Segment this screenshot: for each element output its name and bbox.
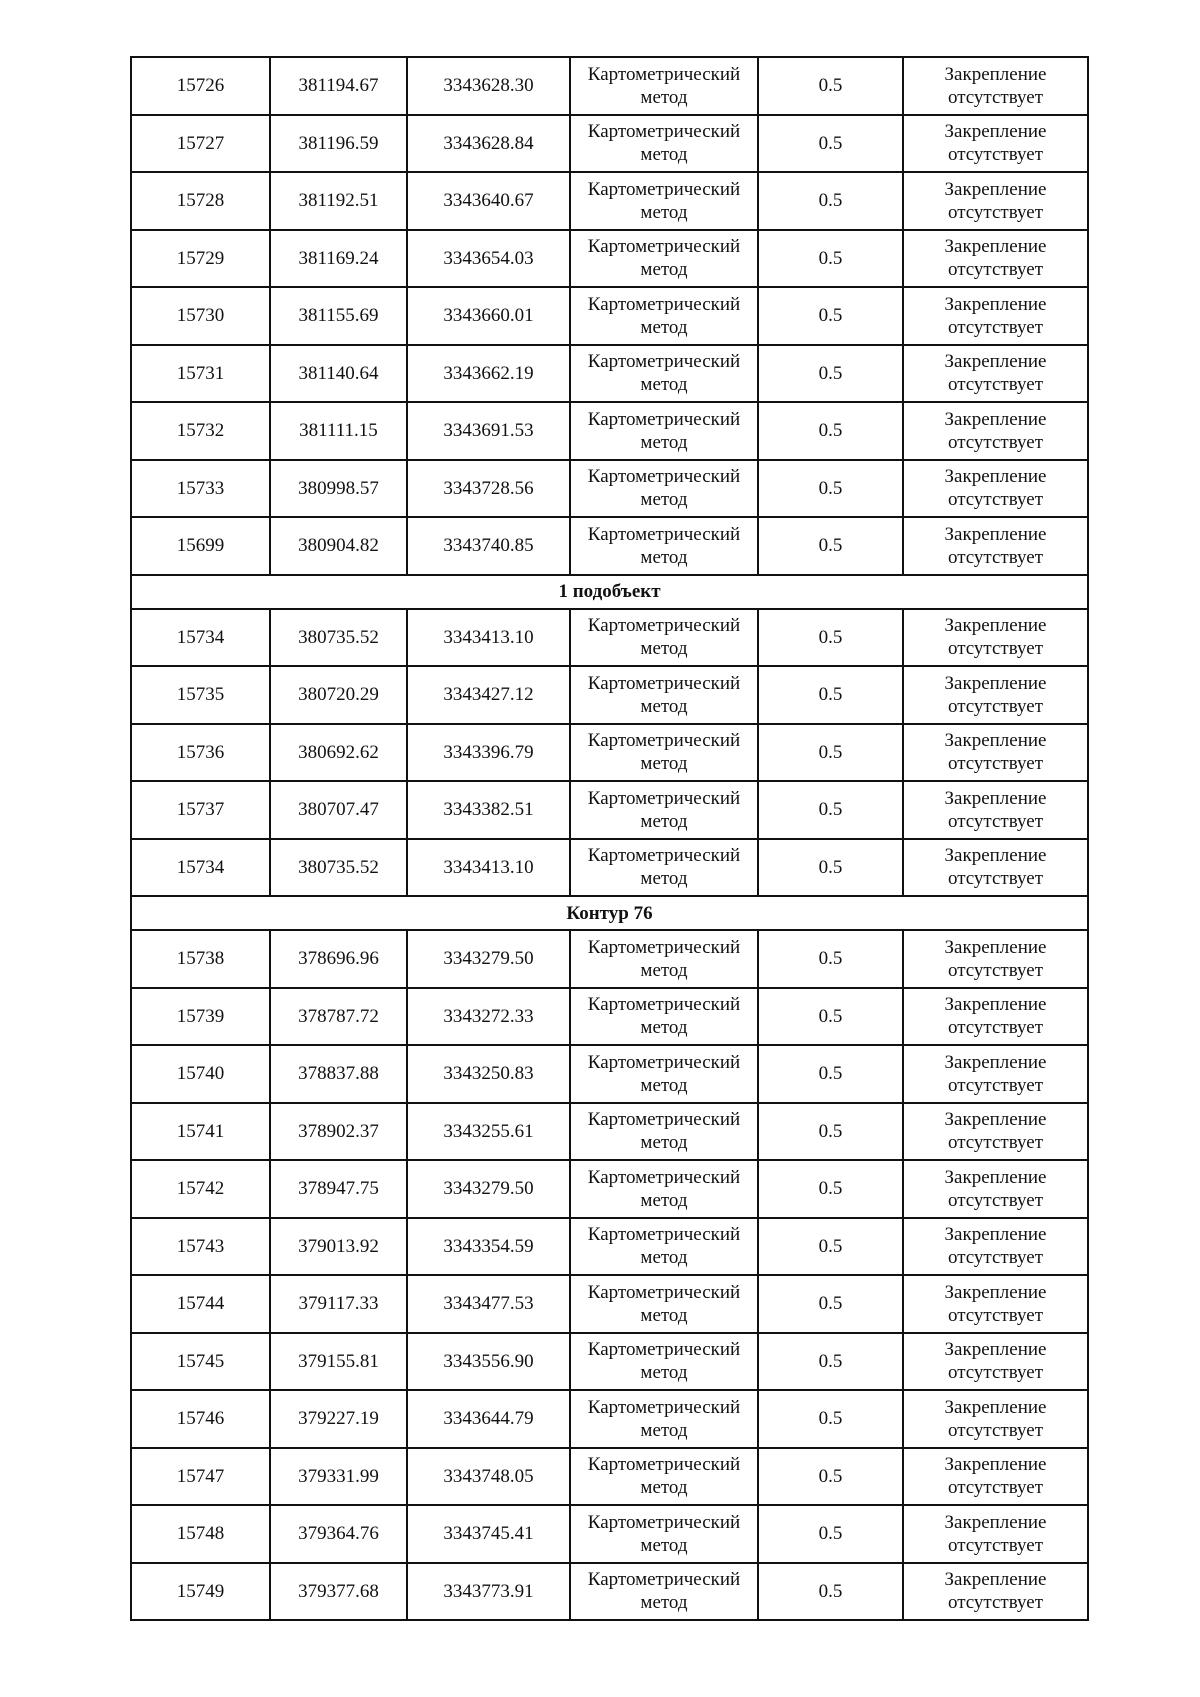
method-line1: Картометрический [587,1511,741,1533]
fixation-cell [903,287,1088,345]
x-coordinate-cell: 380720.29 [270,666,407,724]
method-line2: метод [640,489,688,511]
method-cell [570,839,758,897]
y-coordinate-cell: 3343660.01 [407,287,570,345]
fixation-line2: отсутствует [947,695,1044,717]
method-line1: Картометрический [587,523,741,545]
fixation-line2: отсутствует [947,810,1044,832]
accuracy-cell: 0.5 [758,115,903,173]
method-cell [570,57,758,115]
fixation-cell [903,1505,1088,1563]
section-title: Контур 76 [131,896,1088,930]
x-coordinate-cell: 381155.69 [270,287,407,345]
fixation-line2: отсутствует [947,316,1044,338]
fixation-cell [903,345,1088,403]
method-line2: метод [640,201,688,223]
x-coordinate-cell: 381169.24 [270,230,407,288]
method-line2: метод [640,546,688,568]
table-row [131,1390,1088,1448]
method-line2: метод [640,1362,688,1384]
method-line1: Картометрический [587,994,741,1016]
fixation-line2: отсутствует [947,1304,1044,1326]
fixation-line1: Закрепление [944,293,1047,315]
fixation-cell [903,1103,1088,1161]
point-number-cell: 15738 [131,930,270,988]
fixation-line1: Закрепление [944,408,1047,430]
x-coordinate-cell: 380735.52 [270,839,407,897]
table-row [131,1103,1088,1161]
x-coordinate-cell: 381111.15 [270,402,407,460]
method-line2: метод [640,753,688,775]
method-cell [570,1160,758,1218]
fixation-line1: Закрепление [944,1511,1047,1533]
fixation-cell [903,1045,1088,1103]
method-line1: Картометрический [587,1224,741,1246]
method-cell [570,1045,758,1103]
x-coordinate-cell: 379331.99 [270,1448,407,1506]
coordinates-table-body [131,57,1088,1620]
method-line2: метод [640,868,688,890]
x-coordinate-cell: 378787.72 [270,988,407,1046]
method-line2: метод [640,695,688,717]
x-coordinate-cell: 381140.64 [270,345,407,403]
fixation-line2: отсутствует [947,1189,1044,1211]
y-coordinate-cell: 3343477.53 [407,1275,570,1333]
y-coordinate-cell: 3343382.51 [407,781,570,839]
fixation-line2: отсутствует [947,868,1044,890]
fixation-line2: отсутствует [947,431,1044,453]
table-row [131,172,1088,230]
method-line2: метод [640,1074,688,1096]
y-coordinate-cell: 3343413.10 [407,609,570,667]
fixation-line2: отсутствует [947,1017,1044,1039]
table-row [131,287,1088,345]
accuracy-cell: 0.5 [758,172,903,230]
fixation-line2: отсутствует [947,546,1044,568]
y-coordinate-cell: 3343413.10 [407,839,570,897]
method-cell [570,1218,758,1276]
accuracy-cell: 0.5 [758,345,903,403]
fixation-cell [903,1218,1088,1276]
fixation-line2: отсутствует [947,1477,1044,1499]
method-cell [570,781,758,839]
method-line1: Картометрический [587,787,741,809]
fixation-line2: отсутствует [947,1247,1044,1269]
accuracy-cell: 0.5 [758,1103,903,1161]
point-number-cell: 15747 [131,1448,270,1506]
fixation-line2: отсутствует [947,638,1044,660]
point-number-cell: 15730 [131,287,270,345]
method-line2: метод [640,638,688,660]
table-row [131,517,1088,575]
fixation-cell [903,781,1088,839]
method-line2: метод [640,86,688,108]
y-coordinate-cell: 3343255.61 [407,1103,570,1161]
point-number-cell: 15744 [131,1275,270,1333]
x-coordinate-cell: 379013.92 [270,1218,407,1276]
method-cell [570,230,758,288]
y-coordinate-cell: 3343654.03 [407,230,570,288]
point-number-cell: 15699 [131,517,270,575]
section-title: 1 подобъект [131,575,1088,609]
fixation-line2: отсутствует [947,201,1044,223]
method-cell [570,460,758,518]
y-coordinate-cell: 3343691.53 [407,402,570,460]
method-line1: Картометрический [587,1454,741,1476]
table-row [131,460,1088,518]
fixation-line2: отсутствует [947,259,1044,281]
method-cell [570,1103,758,1161]
fixation-line2: отсутствует [947,489,1044,511]
x-coordinate-cell: 379155.81 [270,1333,407,1391]
fixation-line1: Закрепление [944,1051,1047,1073]
method-line2: метод [640,374,688,396]
table-row [131,930,1088,988]
x-coordinate-cell: 379227.19 [270,1390,407,1448]
point-number-cell: 15726 [131,57,270,115]
fixation-line1: Закрепление [944,1396,1047,1418]
table-row [131,666,1088,724]
method-line1: Картометрический [587,1339,741,1361]
fixation-cell [903,724,1088,782]
fixation-line1: Закрепление [944,787,1047,809]
fixation-line2: отсутствует [947,374,1044,396]
y-coordinate-cell: 3343640.67 [407,172,570,230]
table-row [131,781,1088,839]
y-coordinate-cell: 3343279.50 [407,1160,570,1218]
method-line1: Картометрический [587,293,741,315]
y-coordinate-cell: 3343556.90 [407,1333,570,1391]
fixation-line1: Закрепление [944,466,1047,488]
x-coordinate-cell: 379364.76 [270,1505,407,1563]
fixation-line1: Закрепление [944,523,1047,545]
accuracy-cell: 0.5 [758,724,903,782]
point-number-cell: 15739 [131,988,270,1046]
point-number-cell: 15728 [131,172,270,230]
y-coordinate-cell: 3343740.85 [407,517,570,575]
point-number-cell: 15727 [131,115,270,173]
fixation-cell [903,1390,1088,1448]
accuracy-cell: 0.5 [758,230,903,288]
x-coordinate-cell: 379117.33 [270,1275,407,1333]
fixation-cell [903,930,1088,988]
accuracy-cell: 0.5 [758,839,903,897]
method-line1: Картометрический [587,63,741,85]
y-coordinate-cell: 3343662.19 [407,345,570,403]
point-number-cell: 15749 [131,1563,270,1621]
x-coordinate-cell: 378902.37 [270,1103,407,1161]
point-number-cell: 15729 [131,230,270,288]
accuracy-cell: 0.5 [758,1333,903,1391]
fixation-cell [903,988,1088,1046]
fixation-cell [903,115,1088,173]
point-number-cell: 15748 [131,1505,270,1563]
table-row [131,345,1088,403]
table-row [131,724,1088,782]
accuracy-cell: 0.5 [758,1160,903,1218]
point-number-cell: 15743 [131,1218,270,1276]
fixation-line1: Закрепление [944,121,1047,143]
x-coordinate-cell: 381192.51 [270,172,407,230]
section-header-row [131,896,1088,930]
method-cell [570,345,758,403]
fixation-line2: отсутствует [947,1074,1044,1096]
method-cell [570,287,758,345]
fixation-cell [903,57,1088,115]
accuracy-cell: 0.5 [758,57,903,115]
method-line2: метод [640,1592,688,1614]
method-cell [570,1448,758,1506]
point-number-cell: 15734 [131,839,270,897]
point-number-cell: 15741 [131,1103,270,1161]
point-number-cell: 15732 [131,402,270,460]
method-cell [570,402,758,460]
table-row [131,230,1088,288]
method-line2: метод [640,810,688,832]
method-cell [570,1563,758,1621]
point-number-cell: 15731 [131,345,270,403]
point-number-cell: 15733 [131,460,270,518]
x-coordinate-cell: 380707.47 [270,781,407,839]
point-number-cell: 15746 [131,1390,270,1448]
method-line2: метод [640,1132,688,1154]
accuracy-cell: 0.5 [758,1390,903,1448]
fixation-line2: отсутствует [947,144,1044,166]
method-cell [570,930,758,988]
y-coordinate-cell: 3343644.79 [407,1390,570,1448]
fixation-line2: отсутствует [947,1132,1044,1154]
fixation-line2: отсутствует [947,1419,1044,1441]
fixation-cell [903,517,1088,575]
point-number-cell: 15734 [131,609,270,667]
fixation-cell [903,1333,1088,1391]
fixation-line1: Закрепление [944,63,1047,85]
method-line2: метод [640,431,688,453]
method-cell [570,988,758,1046]
coordinates-table [130,56,1089,1621]
fixation-line1: Закрепление [944,936,1047,958]
fixation-cell [903,1563,1088,1621]
fixation-cell [903,1448,1088,1506]
fixation-line2: отсутствует [947,86,1044,108]
method-line1: Картометрический [587,615,741,637]
method-cell [570,1390,758,1448]
method-line1: Картометрический [587,1569,741,1591]
table-row [131,1160,1088,1218]
point-number-cell: 15745 [131,1333,270,1391]
method-cell [570,115,758,173]
fixation-line1: Закрепление [944,845,1047,867]
point-number-cell: 15736 [131,724,270,782]
method-line1: Картометрический [587,1396,741,1418]
x-coordinate-cell: 378696.96 [270,930,407,988]
fixation-line2: отсутствует [947,959,1044,981]
method-line1: Картометрический [587,730,741,752]
method-line2: метод [640,1477,688,1499]
y-coordinate-cell: 3343354.59 [407,1218,570,1276]
fixation-cell [903,402,1088,460]
table-row [131,1275,1088,1333]
fixation-line1: Закрепление [944,615,1047,637]
accuracy-cell: 0.5 [758,517,903,575]
table-row [131,988,1088,1046]
method-line1: Картометрический [587,1051,741,1073]
fixation-line2: отсутствует [947,1534,1044,1556]
method-line2: метод [640,1304,688,1326]
method-line1: Картометрический [587,1281,741,1303]
x-coordinate-cell: 379377.68 [270,1563,407,1621]
method-line1: Картометрический [587,236,741,258]
table-row [131,1045,1088,1103]
fixation-cell [903,1275,1088,1333]
method-cell [570,666,758,724]
method-line1: Картометрический [587,121,741,143]
x-coordinate-cell: 381196.59 [270,115,407,173]
fixation-cell [903,839,1088,897]
method-cell [570,609,758,667]
method-cell [570,1333,758,1391]
x-coordinate-cell: 380904.82 [270,517,407,575]
point-number-cell: 15735 [131,666,270,724]
accuracy-cell: 0.5 [758,402,903,460]
method-line2: метод [640,316,688,338]
method-line1: Картометрический [587,178,741,200]
table-row [131,1218,1088,1276]
method-line1: Картометрический [587,845,741,867]
y-coordinate-cell: 3343279.50 [407,930,570,988]
fixation-line1: Закрепление [944,351,1047,373]
method-cell [570,724,758,782]
accuracy-cell: 0.5 [758,609,903,667]
method-cell [570,517,758,575]
table-row [131,839,1088,897]
y-coordinate-cell: 3343745.41 [407,1505,570,1563]
table-row [131,609,1088,667]
x-coordinate-cell: 381194.67 [270,57,407,115]
fixation-line2: отсутствует [947,753,1044,775]
method-cell [570,1275,758,1333]
accuracy-cell: 0.5 [758,1045,903,1103]
accuracy-cell: 0.5 [758,930,903,988]
method-line2: метод [640,1419,688,1441]
y-coordinate-cell: 3343427.12 [407,666,570,724]
x-coordinate-cell: 378947.75 [270,1160,407,1218]
fixation-line2: отсутствует [947,1592,1044,1614]
y-coordinate-cell: 3343728.56 [407,460,570,518]
method-line1: Картометрический [587,672,741,694]
y-coordinate-cell: 3343628.84 [407,115,570,173]
point-number-cell: 15737 [131,781,270,839]
fixation-line1: Закрепление [944,1454,1047,1476]
fixation-cell [903,609,1088,667]
accuracy-cell: 0.5 [758,781,903,839]
accuracy-cell: 0.5 [758,1275,903,1333]
fixation-cell [903,172,1088,230]
fixation-line1: Закрепление [944,1224,1047,1246]
method-line1: Картометрический [587,1109,741,1131]
fixation-line1: Закрепление [944,672,1047,694]
fixation-cell [903,1160,1088,1218]
accuracy-cell: 0.5 [758,460,903,518]
point-number-cell: 15742 [131,1160,270,1218]
fixation-line1: Закрепление [944,1281,1047,1303]
y-coordinate-cell: 3343773.91 [407,1563,570,1621]
fixation-line2: отсутствует [947,1362,1044,1384]
method-line2: метод [640,1534,688,1556]
method-line1: Картометрический [587,936,741,958]
table-row [131,115,1088,173]
section-header-row [131,575,1088,609]
accuracy-cell: 0.5 [758,988,903,1046]
fixation-line1: Закрепление [944,1109,1047,1131]
y-coordinate-cell: 3343250.83 [407,1045,570,1103]
method-line2: метод [640,1189,688,1211]
method-cell [570,1505,758,1563]
point-number-cell: 15740 [131,1045,270,1103]
y-coordinate-cell: 3343396.79 [407,724,570,782]
method-line1: Картометрический [587,408,741,430]
method-line1: Картометрический [587,466,741,488]
fixation-cell [903,666,1088,724]
fixation-cell [903,230,1088,288]
fixation-line1: Закрепление [944,730,1047,752]
x-coordinate-cell: 380735.52 [270,609,407,667]
fixation-line1: Закрепление [944,994,1047,1016]
fixation-cell [903,460,1088,518]
fixation-line1: Закрепление [944,1339,1047,1361]
fixation-line1: Закрепление [944,1569,1047,1591]
accuracy-cell: 0.5 [758,1218,903,1276]
table-row [131,57,1088,115]
fixation-line1: Закрепление [944,178,1047,200]
table-row [131,1333,1088,1391]
accuracy-cell: 0.5 [758,1505,903,1563]
method-line2: метод [640,1017,688,1039]
method-cell [570,172,758,230]
fixation-line1: Закрепление [944,1166,1047,1188]
x-coordinate-cell: 380998.57 [270,460,407,518]
y-coordinate-cell: 3343272.33 [407,988,570,1046]
y-coordinate-cell: 3343748.05 [407,1448,570,1506]
method-line2: метод [640,144,688,166]
method-line2: метод [640,959,688,981]
accuracy-cell: 0.5 [758,1563,903,1621]
table-row [131,402,1088,460]
accuracy-cell: 0.5 [758,1448,903,1506]
method-line1: Картометрический [587,1166,741,1188]
table-row [131,1563,1088,1621]
method-line2: метод [640,1247,688,1269]
method-line1: Картометрический [587,351,741,373]
accuracy-cell: 0.5 [758,287,903,345]
x-coordinate-cell: 380692.62 [270,724,407,782]
y-coordinate-cell: 3343628.30 [407,57,570,115]
table-row [131,1505,1088,1563]
method-line2: метод [640,259,688,281]
x-coordinate-cell: 378837.88 [270,1045,407,1103]
table-row [131,1448,1088,1506]
fixation-line1: Закрепление [944,236,1047,258]
accuracy-cell: 0.5 [758,666,903,724]
